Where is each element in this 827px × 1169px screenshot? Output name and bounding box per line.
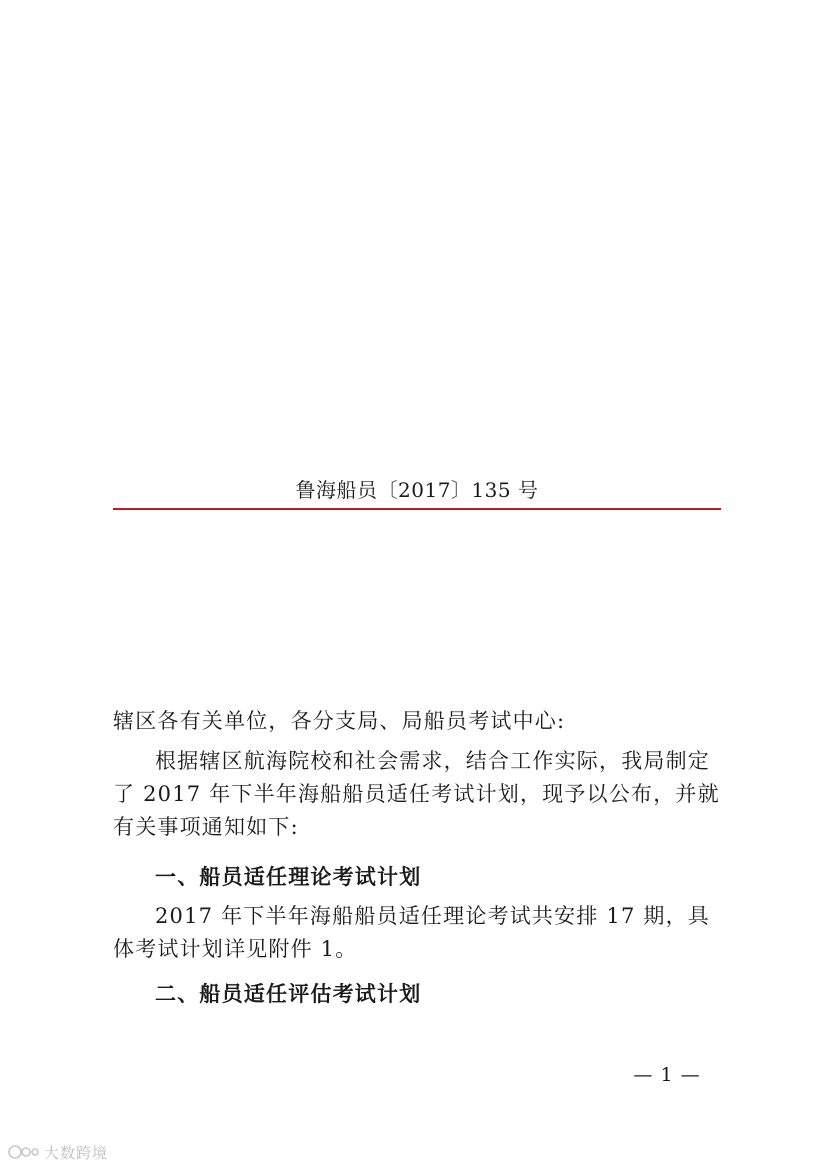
intro-paragraph: 根据辖区航海院校和社会需求，结合工作实际，我局制定了 2017 年下半年海船船员适任考试计划，现予以公布，并就有关事项通知如下: [113, 749, 720, 839]
red-separator-line [113, 508, 721, 510]
watermark-logo-icon [8, 1143, 40, 1161]
addressee-line: 辖区各有关单位，各分支局、局船员考试中心: [113, 709, 566, 733]
section-1-heading: 一、船员适任理论考试计划 [155, 865, 422, 889]
section-1-paragraph: 2017 年下半年海船船员适任理论考试共安排 17 期，具体考试计划详见附件 1。 [113, 904, 710, 961]
section-2-heading: 二、船员适任评估考试计划 [155, 982, 422, 1006]
watermark-text: 大数跨境 [44, 1143, 109, 1162]
page-number: — 1 — [633, 1064, 701, 1086]
watermark [8, 1140, 108, 1164]
document-number: 鲁海船员〔2017〕135 号 [295, 478, 539, 502]
